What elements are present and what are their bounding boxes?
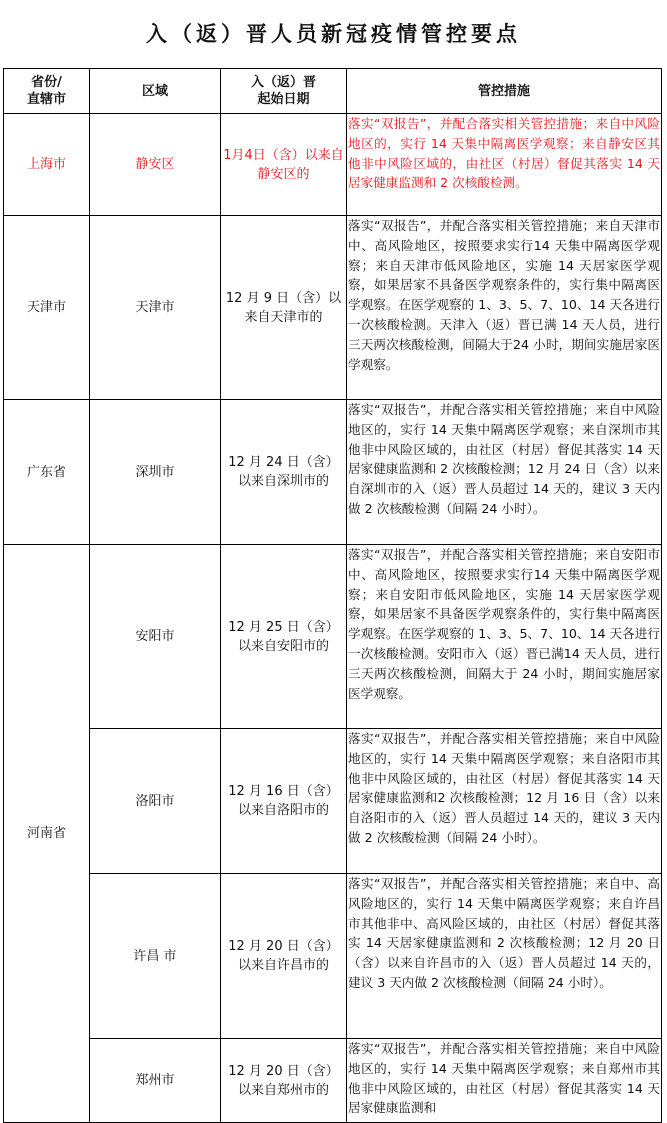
header-date: 入（返）晋 起始日期 [221,69,347,114]
measures-cell: 落实“双报告”，并配合落实相关管控措施；来自天津市中、高风险地区，按照要求实行14 天集中隔离医学观察；来自天津市低风险地区，实施 14 天居家医学观察，如果居家不具备医学观察条件的，实行集中隔离医学观察。在医学观察的 1、3、5、7、10、14 天各进行一次核酸检测。天津入（返）晋已满 14 天人员，进行三天两次核酸检测，间隔大于24 小时，期间实施居家医学观察。 [347,216,662,400]
region-cell: 天津市 [90,216,221,400]
region-cell: 静安区 [90,114,221,216]
date-cell: 12 月 25 日（含）以来自安阳市的 [221,545,347,729]
measures-cell: 落实“双报告”，并配合落实相关管控措施；来自安阳市中、高风险地区，按照要求实行14 天集中隔离医学观察；来自安阳市低风险地区，实施 14 天居家医学观察，如果居家不具备医学观察条件的，实行集中隔离医学观察。在医学观察的 1、3、5、7、10、14 天各进行一次核酸检测。安阳市入（返）晋已满14 天人员，进行三天两次核酸检测，间隔大于 24 小时，期间实施居家医学观察。 [347,545,662,729]
header-region: 区域 [90,69,221,114]
region-cell: 郑州市 [90,1039,221,1123]
measures-cell: 落实“双报告”，并配合落实相关管控措施；来自中风险地区的，实行 14 天集中隔离医学观察；来自深圳市其他非中风险区域的，由社区（村居）督促其落实 14 天居家健康监测和 2 次核酸检测；12 月 24 日（含）以来自深圳市的入（返）晋人员超过 14 天的，建议 3 天内做 2 次核酸检测（间隔 24 小时）。 [347,400,662,545]
date-cell: 12 月 24 日（含）以来自深圳市的 [221,400,347,545]
table-header-row [4,69,662,114]
region-cell: 许昌 市 [90,874,221,1039]
date-cell: 1月4日（含）以来自静安区的 [221,114,347,216]
date-cell: 12 月 20 日（含）以来自许昌市的 [221,874,347,1039]
date-cell: 12 月 16 日（含）以来自洛阳市的 [221,729,347,874]
header-province: 省份/ 直辖市 [4,69,90,114]
date-cell: 12 月 20 日（含）以来自郑州市的 [221,1039,347,1123]
measures-cell: 落实“双报告”，并配合落实相关管控措施；来自中风险地区的，实行 14 天集中隔离医学观察；来自洛阳市其他非中风险区域的，由社区（村居）督促其落实 14 天居家健康监测和2 次核酸检测；12 月 16 日（含）以来自洛阳市的入（返）晋人员超过 14 天的，建议 3 天内做 2 次核酸检测（间隔 24 小时）。 [347,729,662,874]
date-cell: 12 月 9 日（含）以来自天津市的 [221,216,347,400]
province-cell: 河南省 [4,545,90,1123]
measures-cell: 落实“双报告”，并配合落实相关管控措施；来自中风险地区的，实行 14 天集中隔离医学观察；来自静安区其他非中风险区域的，由社区（村居）督促其落实 14 天居家健康监测和 2 次核酸检测。 [347,114,662,216]
region-cell: 洛阳市 [90,729,221,874]
header-measures: 管控措施 [347,69,662,114]
table-row [4,216,662,400]
table-row [4,874,662,1039]
province-cell: 天津市 [4,216,90,400]
table-row [4,1039,662,1123]
region-cell: 深圳市 [90,400,221,545]
table-row [4,114,662,216]
table-row [4,400,662,545]
measures-cell: 落实“双报告”，并配合落实相关管控措施；来自中风险地区的，实行 14 天集中隔离医学观察；来自郑州市其他非中风险区域的，由社区（村居）督促其落实 14 天居家健康监测和 [347,1039,662,1123]
region-cell: 安阳市 [90,545,221,729]
table-row [4,545,662,729]
measures-cell: 落实“双报告”，并配合落实相关管控措施；来自中、高风险地区的，实行 14 天集中隔离医学观察；来自许昌市其他非中、高风险区域的，由社区（村居）督促其落实 14 天居家健康监测和 2 次核酸检测；12 月 20 日（含）以来自许昌市的入（返）晋人员超过 14 天的，建议 3 天内做 2 次核酸检测（间隔 24 小时）。 [347,874,662,1039]
province-cell: 上海市 [4,114,90,216]
province-cell: 广东省 [4,400,90,545]
document-title: 入（返）晋人员新冠疫情管控要点 [146,21,521,46]
control-measures-table [3,68,662,1123]
table-row [4,729,662,874]
